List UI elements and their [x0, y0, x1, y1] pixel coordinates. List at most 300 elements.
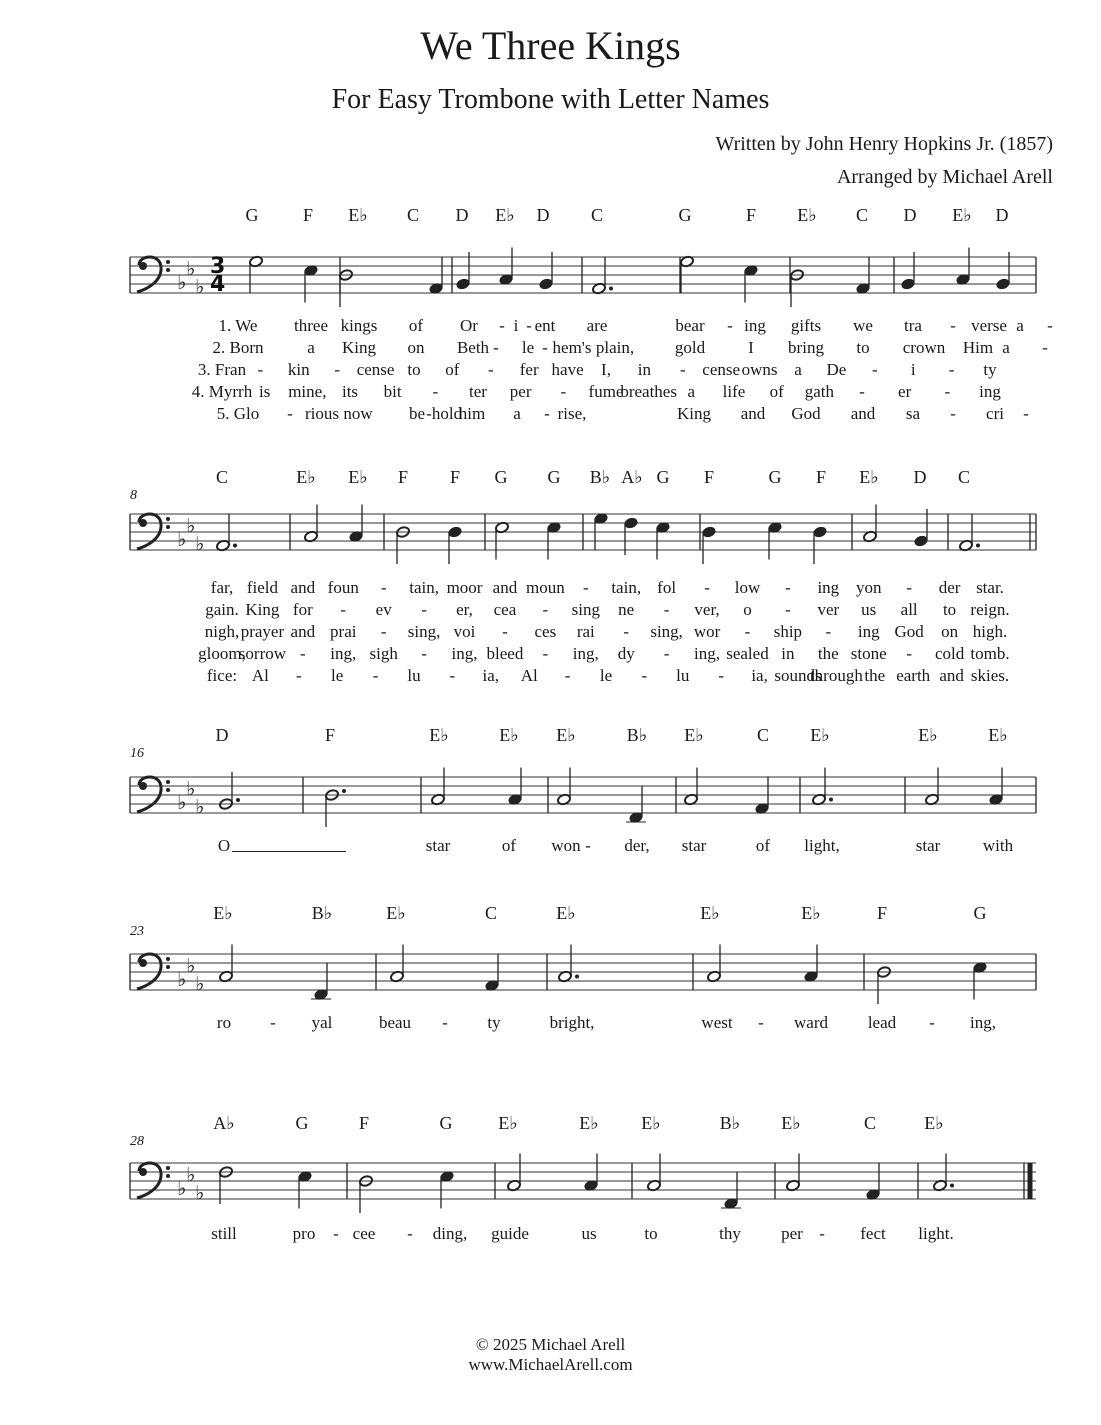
lyric-syllable: ty [983, 360, 997, 379]
note-letter-name: A♭ [621, 467, 643, 487]
note-letter-name: G [973, 903, 987, 923]
note-letter-name: E♭ [952, 205, 972, 225]
lyric-syllable: sing, [407, 622, 441, 641]
key-signature-flat-icon: ♭ [186, 256, 196, 281]
lyric-syllable: ing, [330, 644, 357, 663]
key-signature-flat-icon: ♭ [186, 776, 196, 801]
quarter-note [973, 961, 988, 999]
note-letter-name: G [439, 1113, 453, 1133]
key-signature-flat-icon: ♭ [195, 794, 205, 819]
lyric-syllable: - [744, 622, 751, 641]
half-note [396, 526, 411, 564]
lyric-syllable: De [826, 360, 847, 379]
lyric-syllable: prai [330, 622, 357, 641]
note-letter-name: A♭ [213, 1113, 235, 1133]
note-letter-name: G [768, 467, 782, 487]
website-text: www.MichaelArell.com [468, 1355, 633, 1374]
copyright-text: © 2025 Michael Arell [475, 1335, 626, 1354]
half-note [707, 945, 722, 983]
lyric-syllable: of [755, 836, 771, 855]
lyric-syllable: King [245, 600, 280, 619]
note-letter-name: E♭ [801, 903, 821, 923]
lyric-syllable: to [942, 600, 957, 619]
note-letter-name: E♭ [579, 1113, 599, 1133]
quarter-note [311, 963, 331, 1001]
lyric-syllable: - [334, 360, 341, 379]
lyric-syllable: ding, [432, 1224, 468, 1243]
lyric-syllable: - [442, 1013, 448, 1032]
quarter-note [956, 248, 971, 286]
lyric-syllable: er [898, 382, 912, 401]
lyric-syllable: light. [918, 1224, 954, 1243]
lyric-syllable: 5. Glo [216, 404, 260, 423]
lyric-syllable: cri [986, 404, 1004, 423]
note-letter-name: F [358, 1113, 370, 1133]
quarter-note [755, 777, 770, 815]
lyric-syllable: - [825, 622, 832, 641]
staff [0, 1133, 1101, 1213]
note-letter-name: C [756, 725, 770, 745]
lyric-syllable: 1. We [218, 316, 258, 335]
note-letter-name: G [245, 205, 259, 225]
half-note [339, 269, 354, 307]
lyric-syllable: fol [657, 578, 677, 597]
lyric-syllable: and [740, 404, 766, 423]
note-letter-name: D [536, 205, 550, 225]
lyric-syllable: for [292, 600, 313, 619]
note-letter-name: C [406, 205, 420, 225]
lyric-syllable: - [906, 644, 912, 663]
note-letter-name: D [455, 205, 469, 225]
note-letter-name: C [957, 467, 971, 487]
lyric-syllable: stone [850, 644, 887, 663]
lyric-syllable: owns [741, 360, 778, 379]
lyric-syllable: gain. [205, 600, 239, 619]
lyric-syllable: - [333, 1224, 339, 1243]
half-note [359, 1175, 374, 1213]
lyric-syllable: Al [251, 666, 269, 685]
lyric-syllable: - [704, 578, 710, 597]
lyric-syllable: a [1016, 316, 1024, 335]
note-letter-name: F [302, 205, 314, 225]
lyric-syllable: sing, [650, 622, 683, 641]
key-signature-flat-icon: ♭ [186, 1162, 196, 1187]
page-title: We Three Kings [420, 23, 681, 68]
quarter-note [989, 768, 1004, 806]
lyric-syllable: wor [693, 622, 721, 641]
lyric-syllable: now [343, 404, 373, 423]
footer [0, 1335, 1101, 1375]
lyric-syllable: guide [491, 1224, 529, 1243]
half-note [680, 255, 695, 293]
quarter-note [499, 248, 514, 286]
quarter-note [539, 252, 554, 290]
lyric-syllable: ing [817, 578, 840, 597]
lyric-syllable: - [641, 666, 648, 685]
lyric-syllable: ia, [482, 666, 500, 685]
lyric-syllable: per [781, 1224, 803, 1243]
quarter-note [594, 512, 609, 550]
lyric-syllable: fect [860, 1224, 886, 1243]
lyric-syllable: ev [375, 600, 392, 619]
lyric-syllable: reign. [970, 600, 1010, 619]
lyric-syllable: - [582, 578, 589, 597]
lyric-syllable: - [257, 360, 264, 379]
lyric-syllable: and [492, 578, 518, 597]
lyric-syllable: 3. Fran [197, 360, 247, 379]
lyric-syllable: ing [857, 622, 880, 641]
note-letter-name: G [678, 205, 692, 225]
lyric-syllable: o [743, 600, 752, 619]
note-letter-name: F [397, 467, 409, 487]
quarter-note [624, 517, 639, 555]
quarter-note [901, 252, 916, 290]
note-letter-name: E♭ [499, 725, 519, 745]
note-letter-name: B♭ [626, 725, 648, 745]
note-letter-name: E♭ [296, 467, 316, 487]
lyric-syllable: cee [352, 1224, 376, 1243]
lyric-syllable: - [542, 600, 549, 619]
half-note [431, 768, 446, 806]
quarter-note [485, 954, 500, 992]
note-letter-name: F [745, 205, 757, 225]
lyric-syllable: tain, [611, 578, 642, 597]
half-note [790, 269, 805, 307]
lyric-syllable: three [294, 316, 328, 335]
lyric-syllable: bright, [549, 1013, 595, 1032]
quarter-note [856, 257, 871, 295]
lyric-syllable: - [499, 316, 505, 335]
lyric-syllable: ing, [694, 644, 721, 663]
lyric-syllable: of [445, 360, 460, 379]
quarter-note [804, 945, 819, 983]
lyric-syllable: 2. Born [212, 338, 264, 357]
lyric-syllable: le [599, 666, 613, 685]
composer-credit: Written by John Henry Hopkins Jr. (1857) [715, 133, 1053, 155]
lyric-syllable: to [856, 338, 870, 357]
note-letter-name: D [995, 205, 1009, 225]
quarter-note [626, 786, 646, 824]
dotted-half-note [812, 768, 833, 806]
lyric-syllable: ing [744, 316, 766, 335]
lyric-syllable: yon [855, 578, 882, 597]
key-signature-flat-icon: ♭ [177, 270, 187, 294]
note-letter-name: B♭ [311, 903, 333, 923]
quarter-note [349, 505, 364, 543]
lyric-syllable: verse [971, 316, 1007, 335]
note-letter-name: G [494, 467, 508, 487]
lyric-syllable: ro [216, 1013, 232, 1032]
lyric-syllable: lead [867, 1013, 897, 1032]
half-note [507, 1154, 522, 1192]
lyric-syllable: ing, [451, 644, 478, 663]
lyric-syllable: tain, [409, 578, 439, 597]
note-letter-name: F [815, 467, 827, 487]
lyric-syllable: sorrow [238, 644, 287, 663]
quarter-note [866, 1163, 881, 1201]
note-letter-name: E♭ [684, 725, 704, 745]
lyric-syllable: i [513, 316, 519, 335]
lyric-syllable: far, [210, 578, 234, 597]
lyric-syllable: - [421, 600, 427, 619]
lyric-syllable: us [581, 1224, 597, 1243]
key-signature-flat-icon: ♭ [195, 971, 205, 996]
lyric-syllable: - [380, 622, 387, 641]
lyric-syllable: of [408, 316, 424, 335]
note-letter-name: E♭ [924, 1113, 944, 1133]
half-note [390, 945, 405, 983]
lyric-syllable: God [894, 622, 924, 641]
lyric-syllable: fer [519, 360, 539, 379]
lyric-syllable: - [859, 382, 865, 401]
lyric-syllable: - [299, 644, 306, 663]
lyric-syllable: - [785, 600, 791, 619]
lyric-syllable: ing, [572, 644, 599, 663]
lyric-syllable: - [871, 360, 878, 379]
lyric-syllable: - [449, 666, 456, 685]
lyric-syllable: tomb. [970, 644, 1010, 663]
lyric-syllable: - [372, 666, 379, 685]
lyric-syllable: sa [905, 404, 921, 423]
lyric-syllable: ward [794, 1013, 828, 1032]
note-letter-name: G [656, 467, 670, 487]
note-letter-name: E♭ [556, 725, 576, 745]
dotted-half-note [933, 1154, 954, 1192]
lyric-syllable: - [407, 1224, 413, 1243]
lyric-syllable: - [663, 644, 670, 663]
lyric-syllable: bit [383, 382, 402, 401]
lyric-syllable: ver, [694, 600, 720, 619]
note-letter-name: E♭ [429, 725, 449, 745]
lyric-syllable: nigh, [204, 622, 240, 641]
lyric-syllable: earth [896, 666, 931, 685]
lyric-syllable: and [290, 578, 316, 597]
key-signature-flat-icon: ♭ [195, 531, 205, 556]
lyric-syllable: O [217, 836, 231, 855]
quarter-note [304, 264, 319, 302]
lyric-syllable: - [929, 1013, 935, 1032]
lyric-syllable: - [623, 622, 630, 641]
lyric-syllable: moor [446, 578, 483, 597]
lyric-syllable: - [718, 666, 725, 685]
half-note [249, 255, 264, 293]
half-note [304, 505, 319, 543]
lyric-syllable: - [421, 644, 427, 663]
lyric-syllable: - [948, 360, 955, 379]
note-letter-name: C [215, 467, 229, 487]
lyric-syllable: le [521, 338, 535, 357]
note-letter-name: D [215, 725, 229, 745]
lyric-syllable: high. [972, 622, 1008, 641]
note-letter-name: C [855, 205, 869, 225]
note-letter-name: B♭ [719, 1113, 741, 1133]
key-signature-flat-icon: ♭ [177, 967, 187, 991]
quarter-note [508, 768, 523, 806]
key-signature-flat-icon: ♭ [177, 790, 187, 814]
lyric-syllable: cense [356, 360, 395, 379]
melisma-line [232, 851, 346, 852]
quarter-note [440, 1170, 455, 1208]
lyric-syllable: star [915, 836, 941, 855]
note-letter-name: E♭ [348, 467, 368, 487]
lyric-syllable: field [246, 578, 278, 597]
note-letter-name: E♭ [495, 205, 515, 225]
lyric-syllable: are [586, 316, 608, 335]
lyric-syllable: bleed [486, 644, 524, 663]
note-letter-name: E♭ [988, 725, 1008, 745]
lyric-syllable: bring [788, 338, 824, 357]
key-signature-flat-icon: ♭ [177, 1176, 187, 1200]
measure-number: 28 [130, 1134, 144, 1149]
lyric-syllable: us [861, 600, 877, 619]
note-letter-name: E♭ [810, 725, 830, 745]
lyric-syllable: and [850, 404, 876, 423]
note-letter-name: E♭ [859, 467, 879, 487]
quarter-note [996, 252, 1011, 290]
lyric-syllable: prayer [240, 622, 285, 641]
note-letter-name: F [876, 903, 888, 923]
note-letter-name: G [295, 1113, 309, 1133]
quarter-note [702, 526, 717, 564]
quarter-note [298, 1170, 313, 1208]
staff [0, 484, 1101, 564]
note-letter-name: E♭ [700, 903, 720, 923]
note-letter-name: D [903, 205, 917, 225]
lyric-syllable: cea [493, 600, 517, 619]
half-note [786, 1154, 801, 1192]
half-note [863, 505, 878, 543]
lyric-syllable: - [950, 316, 956, 335]
lyric-syllable: star [681, 836, 707, 855]
lyric-syllable: - [487, 360, 494, 379]
lyric-syllable: - [906, 578, 912, 597]
lyric-syllable: I [748, 338, 754, 357]
lyric-syllable: gath [804, 382, 834, 401]
staff [0, 227, 1101, 307]
note-letter-name: E♭ [386, 903, 406, 923]
lyric-syllable: life [722, 382, 746, 401]
key-signature-flat-icon: ♭ [195, 1180, 205, 1205]
lyric-syllable: of [769, 382, 784, 401]
lyric-syllable: low [734, 578, 761, 597]
note-letter-name: F [449, 467, 461, 487]
lyric-syllable: per [509, 382, 532, 401]
lyric-syllable: ver [817, 600, 840, 619]
lyric-syllable: lu [676, 666, 690, 685]
lyric-syllable: in [781, 644, 795, 663]
lyric-syllable: - [944, 382, 951, 401]
lyric-syllable: gloom, [198, 644, 246, 663]
half-note [557, 768, 572, 806]
lyric-syllable: crown [902, 338, 946, 357]
lyric-syllable: of [501, 836, 517, 855]
lyric-syllable: gold [674, 338, 706, 357]
lyric-syllable: - [426, 404, 432, 423]
lyric-syllable: - [727, 316, 733, 335]
note-letter-name: G [547, 467, 561, 487]
lyric-syllable: - [819, 1224, 825, 1243]
quarter-note [813, 526, 828, 564]
lyric-syllable: - [679, 360, 686, 379]
lyric-syllable: ia, [751, 666, 768, 685]
half-note [647, 1154, 662, 1192]
lyric-syllable: - [585, 836, 591, 855]
half-note [495, 521, 510, 559]
quarter-note [456, 252, 471, 290]
lyric-syllable: - [340, 600, 347, 619]
lyric-syllable: Al [520, 666, 538, 685]
note-letter-name: E♭ [348, 205, 368, 225]
quarter-note [656, 521, 671, 559]
note-letter-name: E♭ [556, 903, 576, 923]
key-signature-flat-icon: ♭ [186, 513, 196, 538]
lyric-syllable: bear [675, 316, 705, 335]
half-note [684, 768, 699, 806]
lyric-syllable: lu [407, 666, 421, 685]
lyric-syllable: through [809, 666, 863, 685]
lyric-syllable: hold [431, 404, 463, 423]
lyric-syllable: - [1023, 404, 1029, 423]
lyric-syllable: a [687, 382, 696, 401]
note-letter-name: B♭ [589, 467, 611, 487]
lyric-syllable: - [542, 644, 549, 663]
lyric-syllable: and [939, 666, 964, 685]
lyric-syllable: - [295, 666, 302, 685]
lyric-syllable: - [950, 404, 956, 423]
lyric-syllable: is [258, 382, 271, 401]
lyric-syllable: a [307, 338, 315, 357]
lyric-syllable: der [938, 578, 961, 597]
lyric-syllable: - [785, 578, 791, 597]
lyric-syllable: I, [601, 360, 611, 379]
note-letter-name: E♭ [498, 1113, 518, 1133]
lyric-syllable: er, [456, 600, 473, 619]
quarter-note [744, 264, 759, 302]
lyric-syllable: - [1047, 316, 1053, 335]
lyric-syllable: ne [618, 600, 635, 619]
lyric-syllable: in [637, 360, 652, 379]
lyric-syllable: - [542, 338, 548, 357]
lyric-syllable: ces [534, 622, 557, 641]
lyric-syllable: star [425, 836, 451, 855]
lyric-syllable: - [526, 316, 532, 335]
time-signature-top: 3 [210, 254, 226, 279]
lyric-syllable: ty [487, 1013, 501, 1032]
dotted-half-note [558, 945, 579, 983]
note-letter-name: C [484, 903, 498, 923]
dotted-half-note [219, 772, 240, 810]
page-subtitle: For Easy Trombone with Letter Names [331, 84, 770, 115]
lyric-syllable: pro [292, 1224, 316, 1243]
half-note [877, 966, 892, 1004]
lyric-syllable: thy [719, 1224, 741, 1243]
lyric-syllable: - [380, 578, 387, 597]
lyric-syllable: ship [773, 622, 803, 641]
lyric-syllable: fice: [206, 666, 238, 685]
lyric-syllable: gifts [790, 316, 822, 335]
key-signature-flat-icon: ♭ [195, 274, 205, 299]
lyric-syllable: rai [576, 622, 595, 641]
quarter-note [914, 509, 929, 547]
key-signature-flat-icon: ♭ [186, 953, 196, 978]
dotted-half-note [325, 789, 346, 827]
key-signature-flat-icon: ♭ [177, 527, 187, 551]
half-note [925, 768, 940, 806]
note-letter-name: C [863, 1113, 877, 1133]
note-letter-name: E♭ [918, 725, 938, 745]
dotted-half-note [216, 514, 237, 552]
lyric-syllable: King [677, 404, 711, 423]
